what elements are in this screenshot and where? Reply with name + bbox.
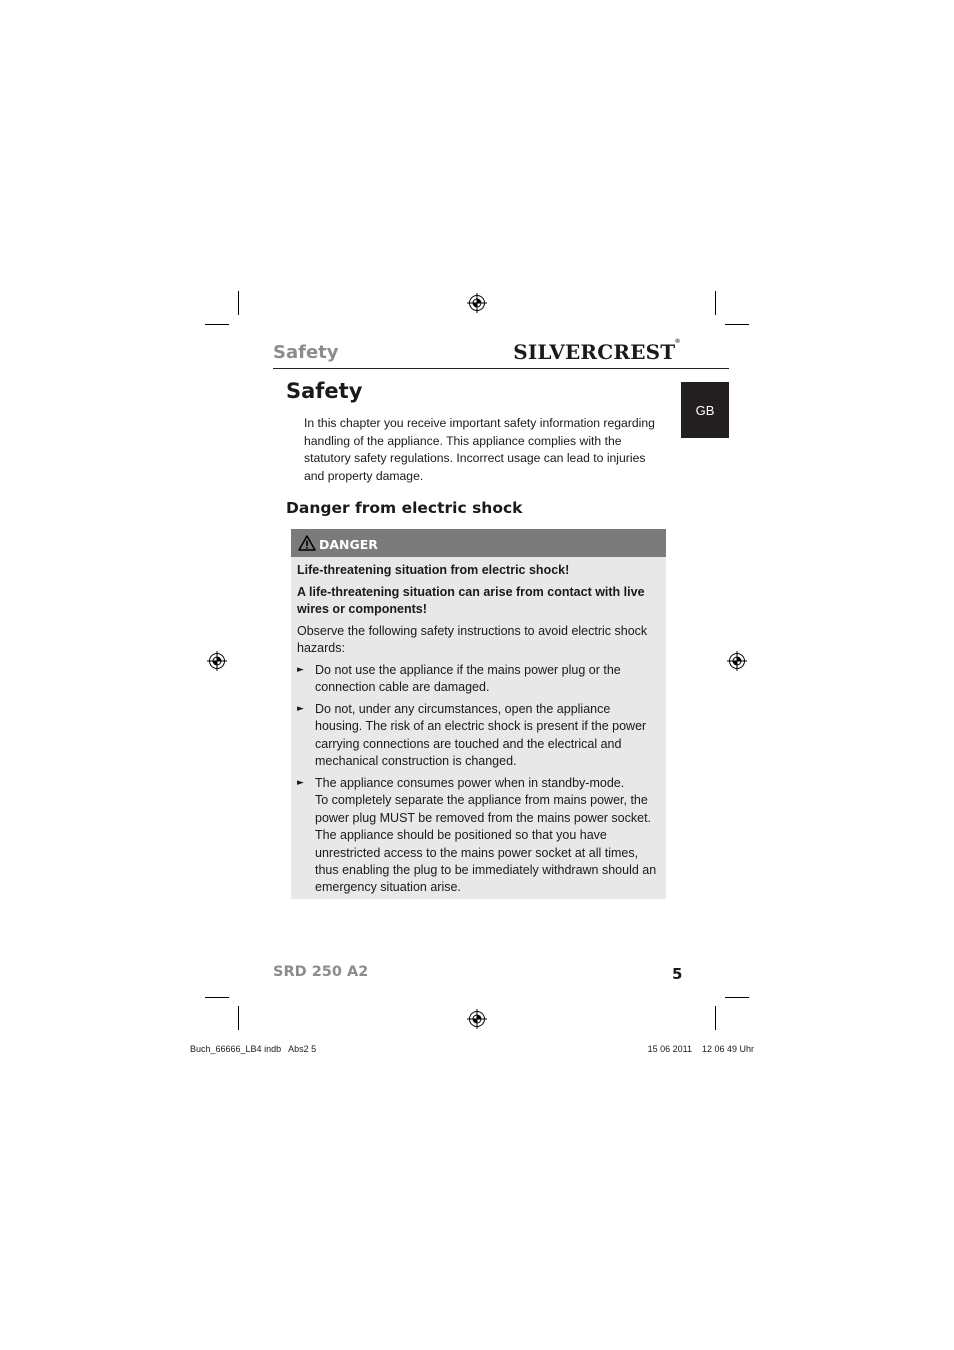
brand-registered-mark: ® [675,339,680,345]
registration-mark-icon [467,293,487,313]
danger-warning-1: Life-threatening situation from electric shock! [297,563,570,577]
danger-header [291,529,666,557]
crop-mark [725,997,749,998]
page-number: 5 [672,965,683,983]
section-heading: Danger from electric shock [286,499,523,517]
crop-mark [238,1006,239,1030]
brand-logo [513,340,680,364]
header-divider [273,368,729,369]
crop-mark [205,997,229,998]
bullet-arrow-icon: ► [297,778,304,788]
footer-model: SRD 250 A2 [273,964,369,980]
danger-box [291,529,666,899]
header-section-title: Safety [273,342,339,363]
danger-instructions: Observe the following safety instructions to avoid electric shock hazards: [297,624,648,656]
brand-silver: SILVER [513,340,598,364]
danger-warning-2: A life-threatening situation can arise from contact with live wires or components! [297,585,645,617]
language-tab: GB [681,382,729,438]
brand-crest: CREST [597,340,676,364]
crop-mark [238,291,239,315]
registration-mark-icon [207,651,227,671]
danger-label: DANGER [319,537,378,552]
bullet-arrow-icon: ► [297,665,304,675]
registration-mark-icon [727,651,747,671]
page-title: Safety [286,379,363,403]
warning-triangle-icon [298,535,316,551]
bullet-item-body: To completely separate the appliance from mains power, the power plug MUST be removed from the mains power socket. The appliance should be positioned so that you have unrestricted access to the mains power socket at all times, thus enabling the plug to be immediately withdrawn should an emergency situation arise. [315,793,657,895]
crop-mark [715,291,716,315]
bullet-item [315,775,661,897]
registration-mark-icon [467,1009,487,1029]
print-slug-left: Buch_66666_LB4 indb Abs2 5 [190,1044,317,1054]
bullet-arrow-icon: ► [297,704,304,714]
bullet-item-line: The appliance consumes power when in standby-mode. [315,776,625,790]
print-slug-right: 15 06 2011 12 06 49 Uhr [647,1044,754,1054]
bullet-item: Do not, under any circumstances, open the appliance housing. The risk of an electric shock is present if the power carrying connections are touched and the electrical and mechanical construction is changed. [315,702,647,769]
intro-paragraph: In this chapter you receive important safety information regarding handling of the appliance. This appliance complies with the statutory safety regulations. Incorrect usage can lead to injuries and property damage. [304,416,655,483]
crop-mark [205,324,229,325]
crop-mark [725,324,749,325]
bullet-item: Do not use the appliance if the mains power plug or the connection cable are damaged. [315,663,621,695]
crop-mark [715,1006,716,1030]
